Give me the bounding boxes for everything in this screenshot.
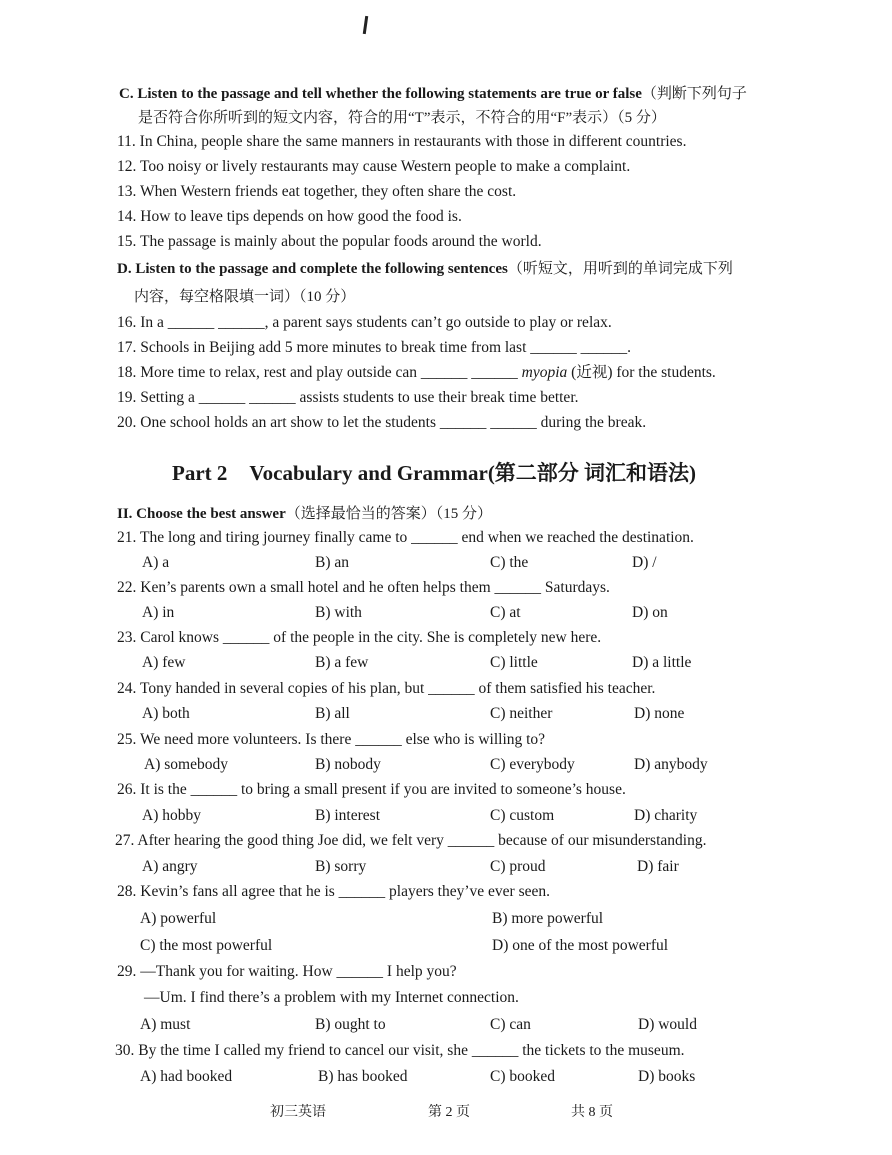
part-2-title-cn: (第二部分 词汇和语法) <box>487 461 697 485</box>
question-21-option-a[interactable]: A) a <box>142 554 170 571</box>
question-25-option-c[interactable]: C) everybody <box>490 756 575 773</box>
question-30-option-b[interactable]: B) has booked <box>318 1068 408 1085</box>
question-23-option-d[interactable]: D) a little <box>632 654 692 671</box>
question-21-option-d[interactable]: D) / <box>632 554 657 571</box>
question-29-option-b[interactable]: B) ought to <box>315 1016 386 1033</box>
question-26-option-d[interactable]: D) charity <box>634 807 698 824</box>
question-23-option-a[interactable]: A) few <box>142 654 186 671</box>
question-27-option-c[interactable]: C) proud <box>490 858 546 875</box>
question-25-option-b[interactable]: B) nobody <box>315 756 381 773</box>
question-28-option-b[interactable]: B) more powerful <box>492 910 604 927</box>
question-25-stem: 25. We need more volunteers. Is there ______ else who is willing to? <box>117 731 546 748</box>
question-27-option-d[interactable]: D) fair <box>637 858 679 875</box>
footer-total-pages: 共 8 页 <box>571 1105 613 1120</box>
question-23-option-c[interactable]: C) little <box>490 654 538 671</box>
question-26-option-b[interactable]: B) interest <box>315 807 380 824</box>
question-26-stem: 26. It is the ______ to bring a small present if you are invited to someone’s house. <box>117 781 626 798</box>
sentence-16: 16. In a ______ ______, a parent says students can’t go outside to play or relax. <box>117 314 612 331</box>
question-22-option-a[interactable]: A) in <box>142 604 175 621</box>
question-22-option-c[interactable]: C) at <box>490 604 521 621</box>
question-21-option-b[interactable]: B) an <box>315 554 350 571</box>
question-23-stem: 23. Carol knows ______ of the people in the city. She is completely new here. <box>117 629 602 646</box>
question-26-option-c[interactable]: C) custom <box>490 807 555 824</box>
question-30-option-a[interactable]: A) had booked <box>140 1068 233 1085</box>
question-24-option-d[interactable]: D) none <box>634 705 685 722</box>
section-c-heading <box>119 84 747 104</box>
statement-11: 11. In China, people share the same manners in restaurants with those in different countries. <box>117 133 687 150</box>
section-c-heading-cn-1: （判断下列句子 <box>641 86 747 102</box>
sentence-18: 18. More time to relax, rest and play outside can ______ ______ myopia (近视) for the students. <box>117 364 716 381</box>
sentence-20: 20. One school holds an art show to let the students ______ ______ during the break. <box>117 414 647 431</box>
sentence-19: 19. Setting a ______ ______ assists students to use their break time better. <box>117 389 579 406</box>
question-30-option-d[interactable]: D) books <box>638 1068 696 1085</box>
sentence-17: 17. Schools in Beijing add 5 more minutes to break time from last ______ ______. <box>117 339 632 356</box>
question-28-option-a[interactable]: A) powerful <box>140 910 217 927</box>
part-2-label: Part 2 <box>172 461 228 485</box>
question-22-option-b[interactable]: B) with <box>315 604 362 621</box>
question-30-option-c[interactable]: C) booked <box>490 1068 556 1085</box>
section-ii-heading <box>117 504 492 524</box>
question-30-stem: 30. By the time I called my friend to cancel our visit, she ______ the tickets to the museum. <box>115 1042 685 1059</box>
question-27-option-b[interactable]: B) sorry <box>315 858 367 875</box>
question-29-option-a[interactable]: A) must <box>140 1016 191 1033</box>
section-c-heading-cn-2: 是否符合你所听到的短文内容，符合的用“T”表示，不符合的用“F”表示）（5 分） <box>138 110 666 126</box>
statement-13: 13. When Western friends eat together, they often share the cost. <box>117 183 517 200</box>
question-26-option-a[interactable]: A) hobby <box>142 807 201 824</box>
question-27-stem: 27. After hearing the good thing Joe did, we felt very ______ because of our misunderstanding. <box>115 832 707 849</box>
statement-15: 15. The passage is mainly about the popular foods around the world. <box>117 233 542 250</box>
question-27-option-a[interactable]: A) angry <box>142 858 198 875</box>
scan-mark <box>363 16 368 34</box>
section-d-heading <box>117 259 733 279</box>
question-24-option-b[interactable]: B) all <box>315 705 350 722</box>
footer-subject: 初三英语 <box>270 1105 326 1120</box>
section-d-heading-en: D. Listen to the passage and complete the following sentences <box>117 261 508 277</box>
question-28-stem: 28. Kevin’s fans all agree that he is ______ players they’ve ever seen. <box>117 883 550 900</box>
question-28-option-c[interactable]: C) the most powerful <box>140 937 273 954</box>
section-d-heading-cn-1: （听短文，用听到的单词完成下列 <box>507 261 733 277</box>
question-29-option-d[interactable]: D) would <box>638 1016 697 1033</box>
question-24-option-a[interactable]: A) both <box>142 705 190 722</box>
question-21-option-c[interactable]: C) the <box>490 554 529 571</box>
question-25-option-d[interactable]: D) anybody <box>634 756 708 773</box>
question-21-stem: 21. The long and tiring journey finally came to ______ end when we reached the destination. <box>117 529 694 546</box>
section-c-heading-en: C. Listen to the passage and tell whether the following statements are true or false <box>119 86 642 102</box>
section-ii-heading-cn: （选择最恰当的答案）（15 分） <box>285 506 493 522</box>
statement-14: 14. How to leave tips depends on how good the food is. <box>117 208 462 225</box>
part-2-title-en: Vocabulary and Grammar <box>249 461 488 485</box>
question-29-stem: 29. —Thank you for waiting. How ______ I help you? <box>117 963 457 980</box>
question-22-option-d[interactable]: D) on <box>632 604 668 621</box>
question-25-option-a[interactable]: A) somebody <box>144 756 228 773</box>
question-23-option-b[interactable]: B) a few <box>315 654 369 671</box>
section-d-heading-cn-2: 内容，每空格限填一词）（10 分） <box>134 289 356 305</box>
statement-12: 12. Too noisy or lively restaurants may cause Western people to make a complaint. <box>117 158 631 175</box>
myopia-term: myopia <box>521 364 568 381</box>
question-22-stem: 22. Ken’s parents own a small hotel and he often helps them ______ Saturdays. <box>117 579 610 596</box>
section-ii-heading-en: II. Choose the best answer <box>117 506 286 522</box>
question-28-option-d[interactable]: D) one of the most powerful <box>492 937 669 954</box>
question-24-stem: 24. Tony handed in several copies of his plan, but ______ of them satisfied his teacher. <box>117 680 656 697</box>
question-29-option-c[interactable]: C) can <box>490 1016 531 1033</box>
question-24-option-c[interactable]: C) neither <box>490 705 553 722</box>
question-29-response: —Um. I find there’s a problem with my Internet connection. <box>144 989 519 1006</box>
part-2-title <box>172 460 696 486</box>
footer-page-number: 第 2 页 <box>428 1105 470 1120</box>
